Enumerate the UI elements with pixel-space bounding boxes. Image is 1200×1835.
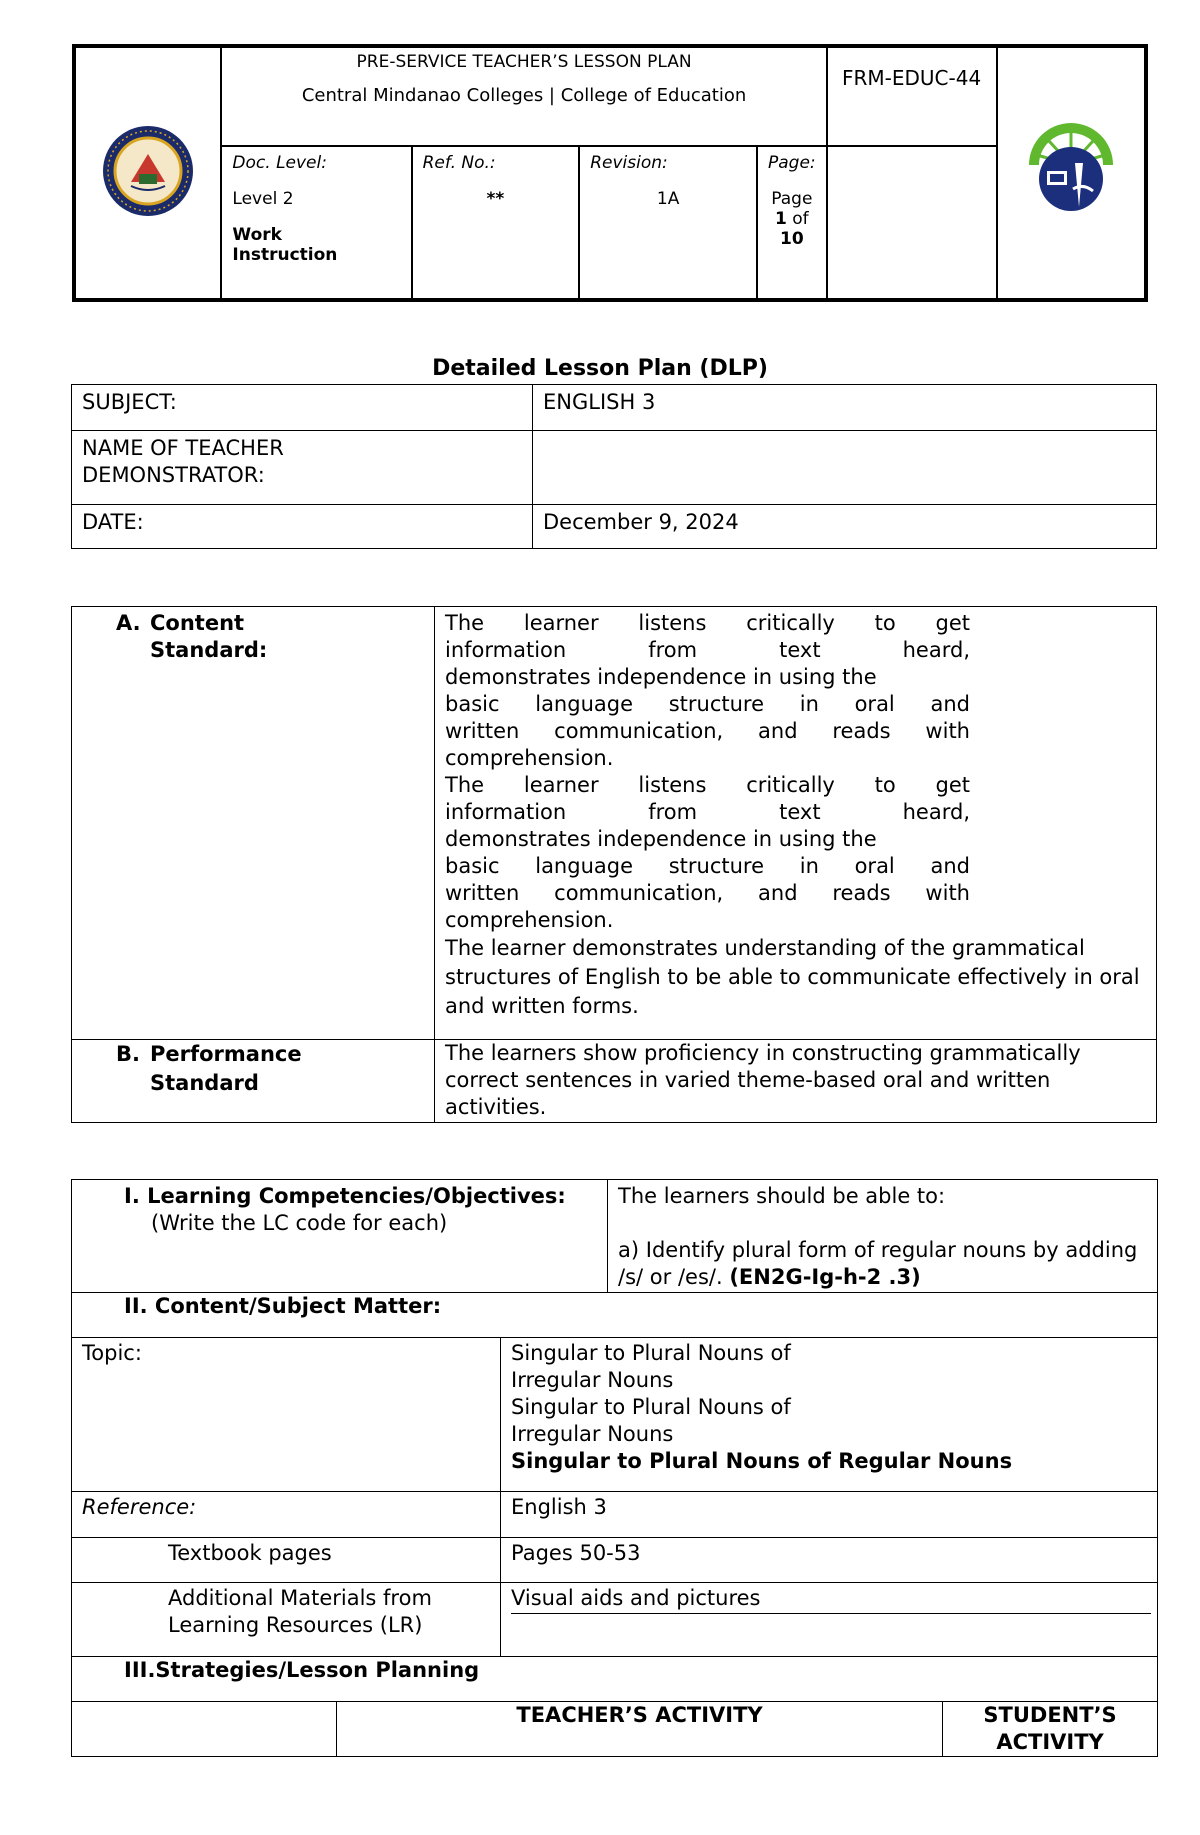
- textbook-label: Textbook pages: [72, 1538, 501, 1583]
- topic-line: Irregular Nouns: [511, 1368, 674, 1392]
- form-title: PRE-SERVICE TEACHER’S LESSON PLAN: [356, 52, 692, 72]
- topic-label: Topic:: [72, 1338, 501, 1492]
- revision-label: Revision:: [590, 152, 668, 173]
- teacher-activity-header: TEACHER’S ACTIVITY: [337, 1702, 943, 1757]
- doc-level-value: Level 2: [232, 188, 294, 209]
- performance-standard-label: [72, 1040, 435, 1123]
- activity-blank-cell: [72, 1702, 337, 1757]
- student-activity-header: STUDENT’S ACTIVITY: [943, 1702, 1158, 1757]
- subject-label: SUBJECT:: [72, 385, 533, 431]
- education-department-logo: [1023, 119, 1119, 223]
- revision-cell: [579, 146, 757, 300]
- content-standard-letter: A.: [116, 611, 141, 635]
- performance-standard-label-2: Standard: [150, 1071, 259, 1095]
- reference-label: Reference:: [72, 1492, 501, 1538]
- competencies-table: [71, 1179, 1158, 1757]
- topic-value: [501, 1338, 1158, 1492]
- content-standard-label-1: Content: [150, 611, 245, 635]
- content-paragraph-last: The learner demonstrates understanding of the grammatical structures of English to be able to communicate effectively in oral and written forms.: [445, 936, 1140, 1018]
- content-standard-label-2: Standard:: [150, 638, 268, 662]
- content-line: comprehension.: [445, 908, 614, 932]
- page-label: Page:: [768, 152, 816, 173]
- materials-label-line-1: Additional Materials from: [168, 1586, 432, 1610]
- content-line: demonstrates independence in using the: [445, 827, 877, 851]
- form-code-cell: [827, 46, 997, 146]
- college-seal-logo: [101, 124, 195, 218]
- content-line: written communication, and reads with: [445, 881, 970, 905]
- content-line: demonstrates independence in using the: [445, 665, 877, 689]
- page-cell: [757, 146, 827, 300]
- page-of: of: [792, 208, 809, 229]
- materials-value-text: Visual aids and pictures: [511, 1585, 1151, 1614]
- form-code: FRM-EDUC-44: [842, 66, 982, 90]
- date-label: DATE:: [72, 505, 533, 549]
- content-subject-heading: II. Content/Subject Matter:: [72, 1293, 1158, 1338]
- strategies-heading: III.Strategies/Lesson Planning: [72, 1657, 1158, 1702]
- ref-no-value: **: [486, 188, 505, 209]
- performance-standard-text: The learners show proficiency in constructing grammatically correct sentences in varied theme-based oral and written activities.: [435, 1040, 1157, 1123]
- content-line: The learner listens critically to get: [445, 773, 970, 797]
- content-line: basic language structure in oral and: [445, 854, 970, 878]
- content-standard-label: [72, 607, 435, 1040]
- doc-level-cell: [221, 146, 411, 300]
- subject-value: ENGLISH 3: [533, 385, 1157, 431]
- objective-a: [618, 1237, 1147, 1291]
- page-prefix: Page: [771, 188, 813, 209]
- teacher-value: [533, 431, 1157, 505]
- reference-value: English 3: [501, 1492, 1158, 1538]
- page-total: 10: [780, 228, 804, 249]
- topic-bold: Singular to Plural Nouns of Regular Nouns: [511, 1449, 1013, 1473]
- ref-no-label: Ref. No.:: [422, 152, 496, 173]
- content-line: The learner listens critically to get: [445, 611, 970, 635]
- competencies-note: (Write the LC code for each): [151, 1211, 448, 1235]
- content-line: comprehension.: [445, 746, 614, 770]
- title-cell: [221, 46, 826, 146]
- content-line: written communication, and reads with: [445, 719, 970, 743]
- materials-value: [501, 1583, 1158, 1657]
- revision-value: 1A: [656, 188, 680, 209]
- competencies-heading: I. Learning Competencies/Objectives:: [124, 1184, 566, 1208]
- teacher-label-line-1: NAME OF TEACHER: [82, 436, 284, 460]
- ref-no-cell: [412, 146, 580, 300]
- objectives-cell: [608, 1180, 1158, 1293]
- objectives-intro: The learners should be able to:: [618, 1184, 946, 1208]
- doc-level-label: Doc. Level:: [232, 152, 327, 173]
- topic-line: Irregular Nouns: [511, 1422, 674, 1446]
- page-current: 1: [775, 208, 787, 229]
- materials-label: [72, 1583, 501, 1657]
- materials-label-line-2: Learning Resources (LR): [168, 1613, 423, 1637]
- college-seal-cell: [74, 46, 221, 300]
- dlp-info-table: [71, 384, 1157, 549]
- content-line: information from text heard,: [445, 800, 970, 824]
- date-value: December 9, 2024: [533, 505, 1157, 549]
- teacher-label-line-2: DEMONSTRATOR:: [82, 463, 265, 487]
- objective-a-code: (EN2G-Ig-h-2 .3): [729, 1265, 921, 1289]
- competencies-heading-cell: [72, 1180, 608, 1293]
- textbook-value: Pages 50-53: [501, 1538, 1158, 1583]
- content-line: basic language structure in oral and: [445, 692, 970, 716]
- department-logo-cell: [997, 46, 1146, 300]
- topic-line: Singular to Plural Nouns of: [511, 1341, 791, 1365]
- content-line: information from text heard,: [445, 638, 970, 662]
- standards-table: [71, 606, 1157, 1123]
- dlp-title: Detailed Lesson Plan (DLP): [432, 356, 768, 381]
- doc-level-type: Work Instruction: [232, 224, 338, 265]
- content-standard-text: [435, 607, 1157, 1040]
- topic-line: Singular to Plural Nouns of: [511, 1395, 791, 1419]
- document-header: [72, 44, 1148, 302]
- objective-a-text: a) Identify plural form of regular nouns by adding /s/ or /es/.: [618, 1238, 1138, 1289]
- page-number: [768, 189, 816, 249]
- teacher-label: [72, 431, 533, 505]
- performance-standard-letter: B.: [116, 1042, 140, 1066]
- institution-name: Central Mindanao Colleges | College of Education: [301, 85, 747, 106]
- performance-standard-label-1: Performance: [150, 1042, 302, 1066]
